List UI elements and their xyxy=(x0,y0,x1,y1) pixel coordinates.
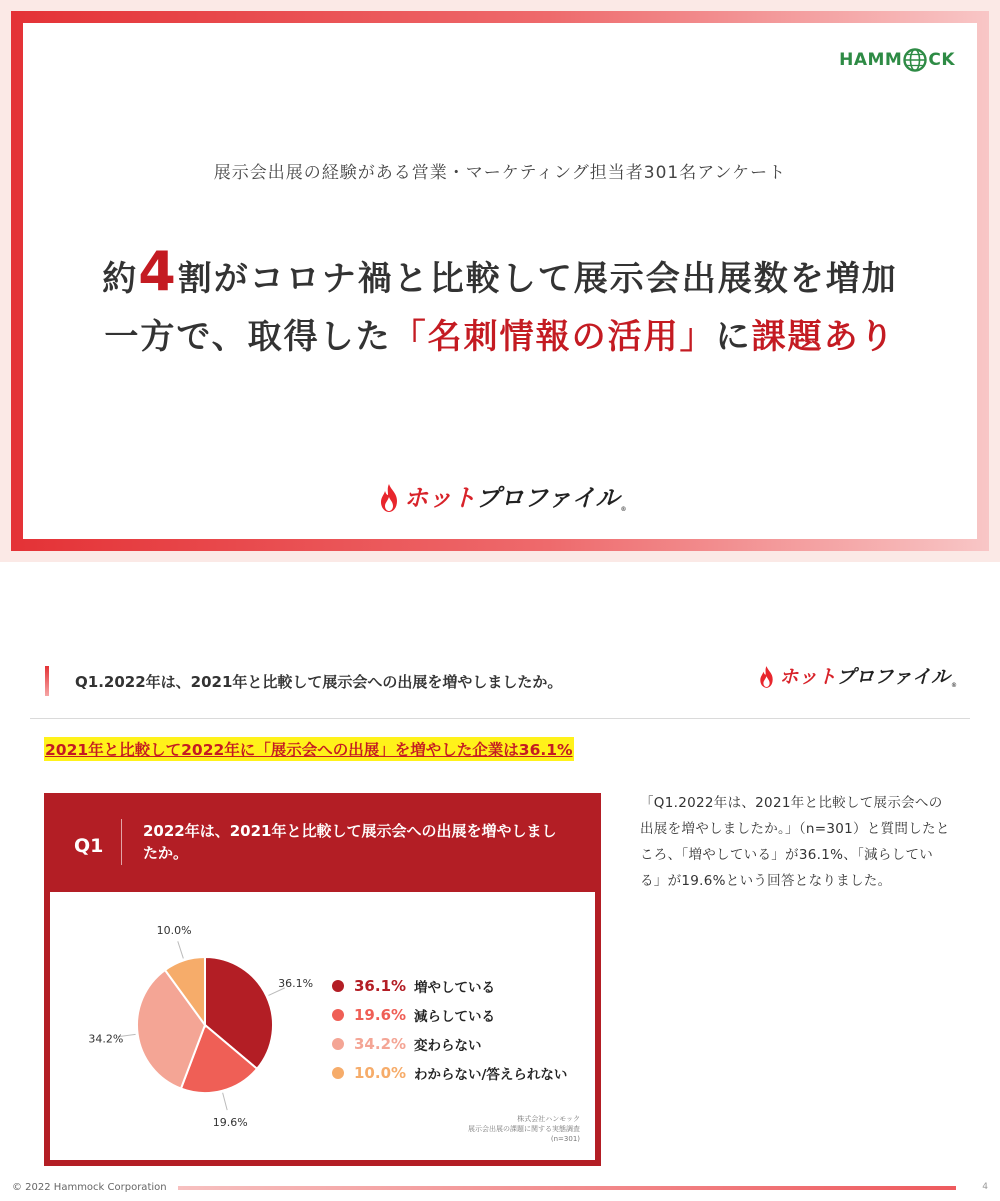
slice-value-label: 10.0% xyxy=(156,923,192,937)
description-text: 「Q1.2022年は、2021年と比較して展示会への出展を増やしましたか。」（n=301）と質問したところ、「増やしている」が36.1%、「減らしている」が19.6%という回答となりました。 xyxy=(640,795,950,889)
legend-item xyxy=(332,1029,567,1058)
question-header: Q1.2022年は、2021年と比較して展示会への出展を増やしましたか。 xyxy=(75,673,563,691)
legend-item xyxy=(332,971,567,1000)
hammock-logo-right: CK xyxy=(928,50,955,70)
legend-value: 10.0% xyxy=(354,1063,407,1082)
slide-frame xyxy=(11,11,989,551)
source-company: 株式会社ハンモック xyxy=(517,1115,580,1123)
headline-text: 約 xyxy=(102,259,139,299)
header-accent-bar xyxy=(45,666,49,696)
leader-line xyxy=(178,941,184,958)
legend-item xyxy=(332,1058,567,1087)
headline-text: 割がコロナ禍と比較して展示会出展数を増加 xyxy=(177,259,898,299)
source-survey: 展示会出展の課題に関する実態調査 xyxy=(468,1125,580,1133)
legend-swatch xyxy=(332,1067,344,1079)
headline-line-1 xyxy=(23,240,977,308)
legend-label: わからない/答えられない xyxy=(414,1066,568,1083)
logo-hot: ホット xyxy=(779,666,837,688)
survey-subtitle: 展示会出展の経験がある営業・マーケティング担当者301名アンケート xyxy=(213,163,787,183)
flame-icon xyxy=(758,665,775,689)
legend-label: 変わらない xyxy=(414,1037,482,1054)
question-text: 2022年は、2021年と比較して展示会への出展を増やしましたか。 xyxy=(143,822,557,862)
legend-label: 増やしている xyxy=(414,979,495,996)
hammock-logo-left: HAMM xyxy=(839,50,903,70)
logo-hot: ホット xyxy=(404,484,476,512)
hammock-logo xyxy=(839,48,955,72)
key-finding-highlight: 2021年と比較して2022年に「展示会への出展」を増やした企業は36.1% xyxy=(44,737,574,761)
copyright: © 2022 Hammock Corporation xyxy=(12,1182,167,1193)
card-divider xyxy=(121,819,122,865)
chart-panel xyxy=(50,892,595,1160)
legend-swatch xyxy=(332,1038,344,1050)
hot-profile-logo xyxy=(378,478,627,513)
slide-content xyxy=(23,23,977,539)
logo-profile: プロファイル xyxy=(476,484,620,512)
hot-profile-logo xyxy=(758,662,957,689)
page-number: 4 xyxy=(982,1182,988,1192)
globe-icon xyxy=(903,48,927,72)
legend-swatch xyxy=(332,1009,344,1021)
chart-legend xyxy=(332,971,567,1087)
leader-line xyxy=(223,1093,228,1110)
headline-emphasis: 課題あり xyxy=(751,317,896,357)
slice-value-label: 36.1% xyxy=(278,976,314,990)
flame-icon xyxy=(378,483,400,513)
footer-bar xyxy=(178,1186,956,1190)
legend-swatch xyxy=(332,980,344,992)
headline xyxy=(23,240,977,366)
legend-label: 減らしている xyxy=(414,1008,495,1025)
registered-mark: ® xyxy=(951,682,957,689)
headline-emphasis: 「名刺情報の活用」 xyxy=(391,317,716,357)
legend-item xyxy=(332,1000,567,1029)
title-slide xyxy=(0,0,1000,562)
slice-value-label: 34.2% xyxy=(88,1032,124,1046)
headline-number: 4 xyxy=(138,240,178,303)
source-sample: (n=301) xyxy=(550,1135,580,1143)
headline-text: 一方で、取得した xyxy=(104,317,392,357)
registered-mark: ® xyxy=(620,506,627,513)
headline-text: に xyxy=(715,317,752,357)
question-label: Q1 xyxy=(74,835,104,857)
logo-profile: プロファイル xyxy=(836,666,950,688)
divider xyxy=(30,718,970,719)
question-slide xyxy=(0,640,1000,1201)
slice-value-label: 19.6% xyxy=(212,1115,248,1129)
source-note xyxy=(468,1114,580,1144)
legend-value: 19.6% xyxy=(354,1005,407,1024)
legend-value: 34.2% xyxy=(354,1034,407,1053)
legend-value: 36.1% xyxy=(354,976,407,995)
headline-line-2 xyxy=(23,308,977,366)
question-card xyxy=(44,793,601,1166)
